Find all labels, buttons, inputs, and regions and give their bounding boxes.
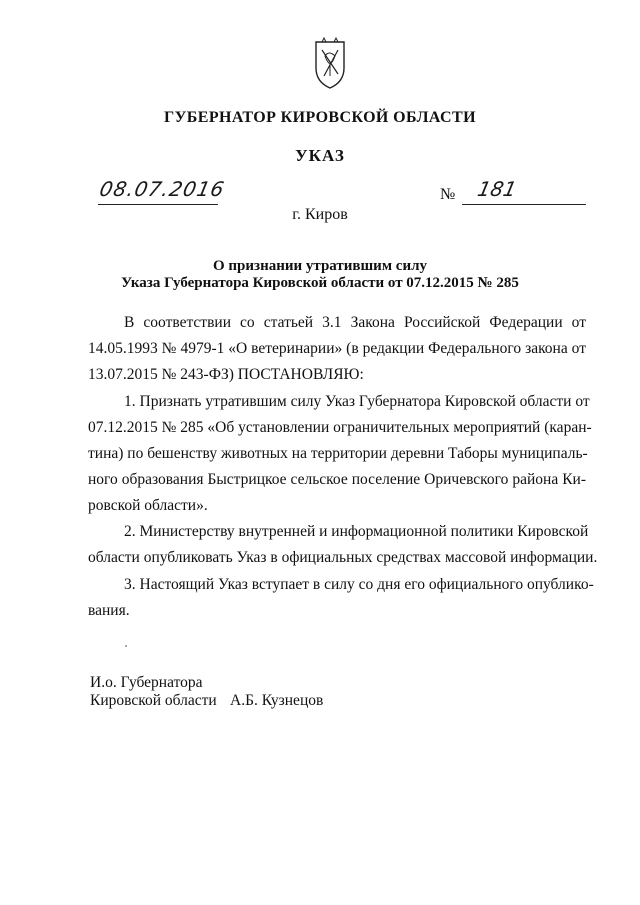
- body-line: В соответствии со статьей 3.1 Закона Российской Федерации от: [124, 314, 586, 331]
- organization-title: ГУБЕРНАТОР КИРОВСКОЙ ОБЛАСТИ: [164, 109, 476, 126]
- body-line: ровской области».: [88, 497, 208, 514]
- signature-name: А.Б. Кузнецов: [230, 692, 324, 709]
- signature-position-line-1: И.о. Губернатора: [90, 674, 203, 691]
- stray-mark: [125, 645, 127, 647]
- document-title-line-2: Указа Губернатора Кировской области от 07.12.2015 № 285: [121, 275, 519, 291]
- body-line: области опубликовать Указ в официальных средствах массовой информации.: [88, 549, 598, 566]
- document-title-line-1: О признании утратившим силу: [213, 258, 427, 274]
- document-type: УКАЗ: [295, 146, 345, 165]
- kirov-oblast-coat-of-arms-icon: [310, 36, 350, 90]
- body-line: 3. Настоящий Указ вступает в силу со дня его официального опублико-: [124, 576, 594, 593]
- body-line: тина) по бешенству животных на территории деревни Таборы муниципаль-: [88, 445, 588, 462]
- body-line: ного образования Быстрицкое сельское поселение Оричевского района Ки-: [88, 471, 586, 488]
- document-date: 08.07.2016: [97, 177, 228, 201]
- body-line: 2. Министерству внутренней и информационной политики Кировской: [124, 523, 589, 540]
- number-underline: [462, 204, 586, 205]
- number-sign: №: [440, 186, 456, 203]
- document-number: 181: [475, 177, 519, 201]
- city: г. Киров: [292, 206, 348, 223]
- signature-position-line-2: Кировской области: [90, 692, 217, 709]
- date-underline: [98, 204, 218, 205]
- body-line: 07.12.2015 № 285 «Об установлении ограничительных мероприятий (каран-: [88, 419, 592, 436]
- body-line: вания.: [88, 602, 130, 619]
- body-line: 13.07.2015 № 243-ФЗ) ПОСТАНОВЛЯЮ:: [88, 366, 364, 383]
- body-line: 14.05.1993 № 4979-1 «О ветеринарии» (в редакции Федерального закона от: [88, 340, 586, 357]
- body-line: 1. Признать утратившим силу Указ Губернатора Кировской области от: [124, 393, 590, 410]
